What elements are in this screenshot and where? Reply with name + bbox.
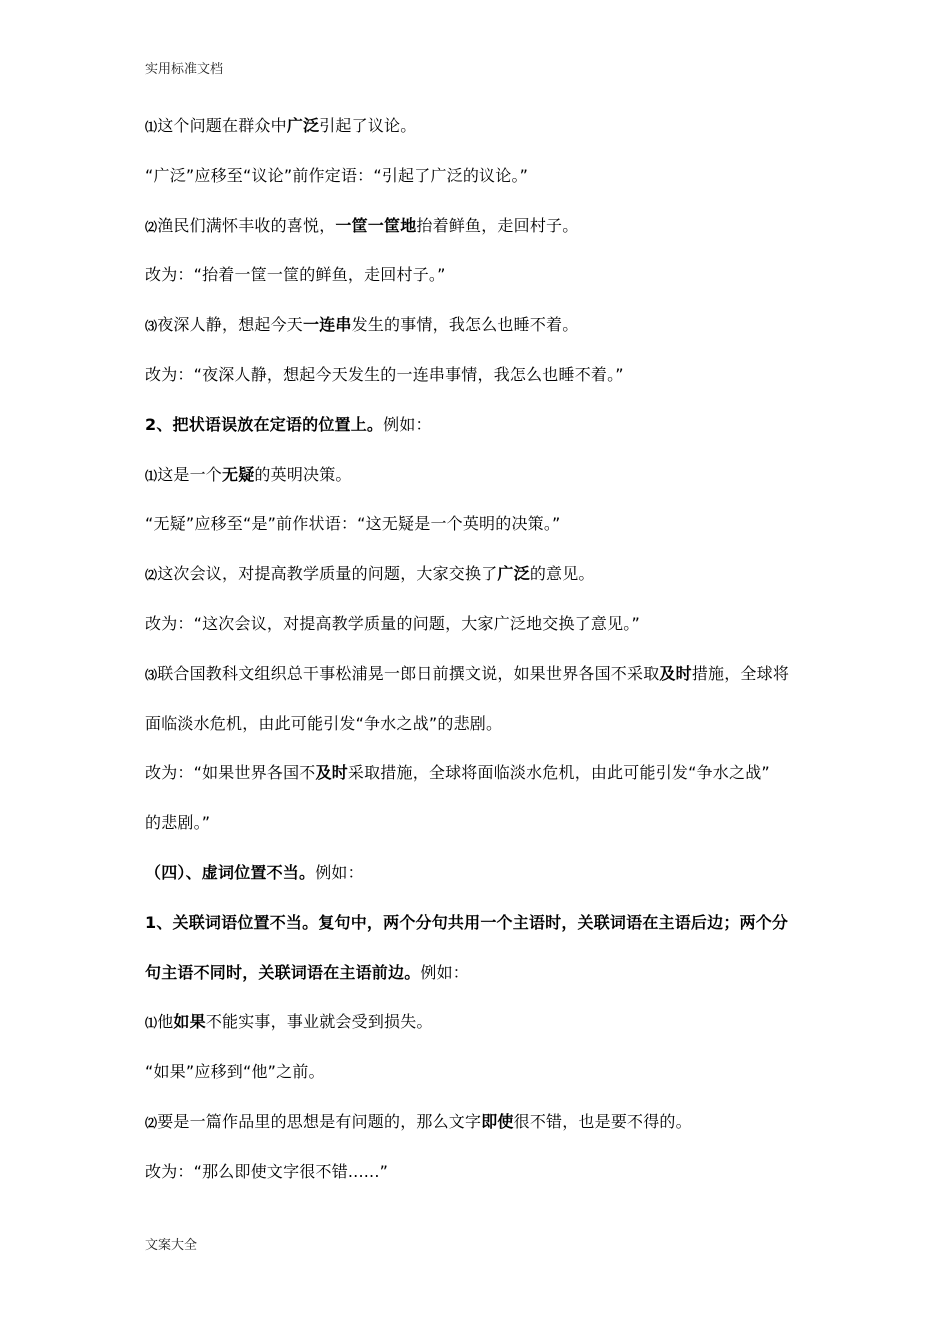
text-run: 不能实事，事业就会受到损失。 (205, 1012, 433, 1032)
text-run: “广泛”应移至“议论”前作定语：“引起了广泛的议论。” (145, 165, 529, 185)
bold-text: 及时 (659, 663, 692, 683)
text-run: 渔民们满怀丰收的喜悦， (157, 215, 336, 235)
item-number: ⑶ (145, 319, 158, 334)
text-run: 夜深人静，想起今天 (157, 315, 304, 335)
text-run: 面临淡水危机，由此可能引发“争水之战”的悲剧。 (145, 713, 503, 733)
text-line (145, 755, 817, 805)
item-number: ⑴ (145, 468, 158, 483)
item-number: ⑵ (145, 219, 158, 234)
text-run: 改为：“抬着一筐一筐的鲜鱼，走回村子。” (145, 265, 446, 285)
text-line (145, 855, 817, 905)
text-line (145, 108, 817, 158)
text-run: 的英明决策。 (254, 464, 352, 484)
item-number: ⑴ (145, 120, 158, 134)
text-run: 这个问题在群众中 (157, 116, 287, 135)
bold-text: 1、关联词语位置不当。复句中，两个分句共用一个主语时，关联词语在主语后边；两个分 (145, 912, 789, 932)
text-line (145, 606, 817, 656)
text-run: 抬着鲜鱼，走回村子。 (416, 215, 579, 235)
bold-text: 如果 (173, 1012, 206, 1032)
bold-text: 广泛 (497, 564, 530, 584)
text-run: 的意见。 (529, 564, 595, 584)
bold-text: （四）、虚词位置不当。 (145, 862, 316, 882)
text-run: 很不错，也是要不得的。 (513, 1111, 692, 1131)
text-run: 措施，全球将 (691, 663, 790, 683)
text-run: 要是一篇作品里的思想是有问题的，那么文字 (157, 1111, 482, 1131)
text-run: 例如： (383, 414, 432, 434)
text-line (145, 656, 817, 706)
page-footer: 文案大全 (145, 1238, 198, 1253)
text-line (145, 208, 817, 258)
text-line (145, 457, 817, 507)
text-run: 例如： (315, 862, 364, 882)
text-run: “如果”应移到“他”之前。 (145, 1062, 325, 1082)
text-run: 引起了议论。 (319, 116, 417, 135)
bold-text: 一连串 (303, 315, 352, 335)
text-run: 他 (157, 1012, 174, 1032)
text-line (145, 706, 817, 756)
text-line (145, 307, 817, 357)
item-number: ⑴ (145, 1016, 158, 1031)
text-run: 采取措施，全球将面临淡水危机，由此可能引发“争水之战” (347, 763, 770, 783)
text-run: 改为：“夜深人静，想起今天发生的一连串事情，我怎么也睡不着。” (145, 364, 624, 384)
bold-text: 即使 (481, 1111, 514, 1131)
text-run: 例如： (420, 962, 470, 982)
text-run: 联合国教科文组织总干事松浦晃一郎日前撰文说，如果世界各国不采取 (157, 663, 660, 683)
text-line (145, 158, 817, 208)
text-run: 这次会议，对提高教学质量的问题，大家交换了 (157, 564, 498, 584)
text-line (145, 556, 817, 606)
bold-text: 及时 (315, 763, 348, 783)
item-number: ⑶ (145, 667, 158, 682)
text-line (145, 1104, 817, 1154)
text-run: 改为：“这次会议，对提高教学质量的问题，大家广泛地交换了意见。” (145, 613, 640, 633)
text-line (145, 1154, 817, 1204)
text-line (145, 357, 817, 407)
bold-text: 无疑 (222, 464, 255, 484)
text-run: 改为：“如果世界各国不 (145, 763, 316, 783)
text-line (145, 257, 817, 307)
text-line (145, 955, 817, 1005)
document-body (145, 108, 817, 1204)
bold-text: 2、把状语误放在定语的位置上。 (145, 414, 384, 434)
text-line (145, 805, 817, 855)
bold-text: 一筐一筐地 (335, 215, 417, 235)
text-run: 发生的事情，我怎么也睡不着。 (351, 315, 579, 335)
text-line (145, 1004, 817, 1054)
page-header: 实用标准文档 (145, 62, 224, 77)
text-run: 改为：“那么即使文字很不错......” (145, 1161, 389, 1181)
text-line (145, 407, 817, 457)
text-line (145, 506, 817, 556)
text-line (145, 905, 817, 955)
text-line (145, 1054, 817, 1104)
text-run: “无疑”应移至“是”前作状语：“这无疑是一个英明的决策。” (145, 514, 561, 534)
item-number: ⑵ (145, 568, 158, 583)
item-number: ⑵ (145, 1115, 158, 1130)
text-run: 的悲剧。” (145, 813, 211, 833)
bold-text: 广泛 (286, 116, 320, 135)
text-run: 这是一个 (157, 464, 223, 484)
bold-text: 句主语不同时，关联词语在主语前边。 (145, 962, 421, 982)
